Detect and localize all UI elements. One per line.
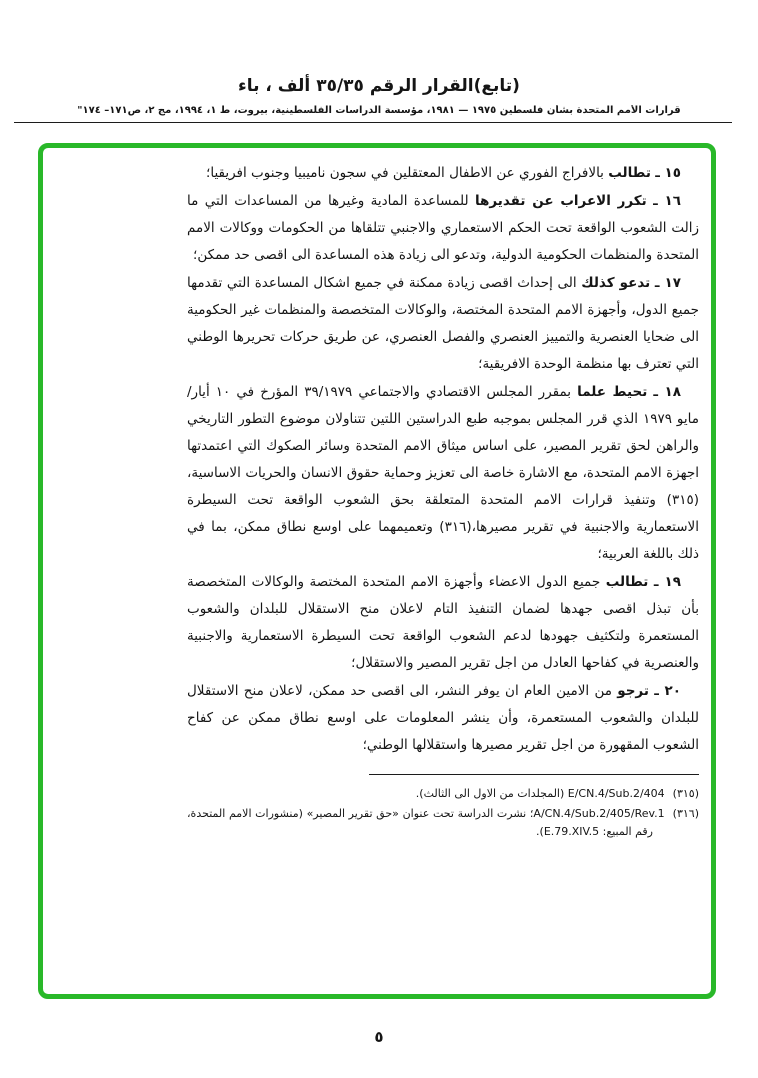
paragraph-text: الى إحداث اقصى زيادة ممكنة في جميع اشكال المساعدة التي تقدمها جميع الدول، وأجهزة الامم المتحدة المختصة، والوكالات المتخصصة والمنظمات غير الحكومية الى ضحايا العنصرية والتمييز العنصري والفصل العنصري، عن طريق حركات تحريرها الوطني التي تعترف بها منظمة الوحدة الافريقية؛ xyxy=(187,275,699,372)
footnote-separator xyxy=(369,774,699,775)
footnotes-block xyxy=(187,785,699,841)
paragraph-lead: تحيط علما xyxy=(577,384,648,400)
paragraph-15 xyxy=(187,160,699,187)
content-frame xyxy=(38,143,716,999)
paragraph-number: ٢٠ ـ xyxy=(654,683,681,699)
footnote-marker: (٣١٥) xyxy=(672,787,699,800)
footnote-316 xyxy=(187,805,699,841)
paragraph-lead: تطالب xyxy=(605,574,649,590)
paragraph-lead: تكرر الاعراب عن تقديرها xyxy=(474,193,647,209)
header-rule xyxy=(14,122,732,123)
page-title: (تابع)القرار الرقم ٣٥/٣٥ ألف ، باء xyxy=(238,76,520,96)
paragraph-number: ١٧ ـ xyxy=(654,275,682,291)
paragraph-number: ١٩ ـ xyxy=(653,574,681,590)
paragraph-text: للمساعدة المادية وغيرها من المساعدات التي ما زالت الشعوب الواقعة تحت الحكم الاستعماري والاجنبي تتلقاها من الحكومات ووكالات الامم المتحدة والمنظمات الحكومية الدولية، وتدعو الى زيادة هذه المساعدة الى اقصى حد ممكن؛ xyxy=(187,193,699,263)
footnote-text: A/CN.4/Sub.2/405/Rev.1؛ نشرت الدراسة تحت عنوان «حق تقرير المصير» (منشورات الامم المتحدة، رقم المبيع: E.79.XIV.5). xyxy=(187,807,665,838)
footnote-315 xyxy=(187,785,699,803)
paragraph-18 xyxy=(187,379,699,568)
paragraph-19 xyxy=(187,569,699,677)
paragraph-text: بالافراج الفوري عن الاطفال المعتقلين في سجون ناميبيا وجنوب افريقيا؛ xyxy=(206,165,604,181)
footnote-text: E/CN.4/Sub.2/404 (المجلدات من الاول الى الثالث). xyxy=(415,787,665,800)
paragraph-number: ١٨ ـ xyxy=(653,384,681,400)
paragraph-text: جميع الدول الاعضاء وأجهزة الامم المتحدة المختصة والوكالات المتخصصة بأن تبذل اقصى جهدها لضمان التنفيذ التام لاعلان منح الاستقلال للبلدان والشعوب المستعمرة ولتكثيف جهودها لدعم الشعوب الواقعة تحت السيطرة الاستعمارية والاجنبية والعنصرية في كفاحها العادل من اجل تقرير المصير والاستقلال؛ xyxy=(187,574,699,671)
paragraph-text: بمقرر المجلس الاقتصادي والاجتماعي ٣٩/١٩٧٩ المؤرخ في ١٠ أيار/مايو ١٩٧٩ الذي قرر المجلس بموجبه طبع الدراستين اللتين تتناولان موضوع التطور التاريخي والراهن لحق تقرير المصير، على اساس ميثاق الامم المتحدة وسائر الصكوك التي اعتمدتها اجهزة الامم المتحدة، مع الاشارة خاصة الى تعزيز وحماية حقوق الانسان والحريات الاساسية،(٣١٥) وتنفيذ قرارات الامم المتحدة المتعلقة بحق الشعوب الواقعة تحت السيطرة الاستعمارية والاجنبية في تقرير مصيرها،(٣١٦) وتعميمهما على اوسع نطاق ممكن، بما في ذلك باللغة العربية؛ xyxy=(187,384,700,562)
citation-line: قرارات الأمم المتحدة بشأن فلسطين ١٩٧٥ — ١٩٨١، مؤسسة الدراسات الفلسطينية، بيروت، ط ١، ١٩٩٤، مج ٢، ص١٧١– ١٧٤" xyxy=(77,105,681,116)
paragraph-16 xyxy=(187,188,699,269)
paragraph-lead: تطالب xyxy=(608,165,651,181)
paragraph-number: ١٦ ـ xyxy=(653,193,681,209)
page-number: ٥ xyxy=(374,1028,384,1046)
paragraph-text: من الامين العام ان يوفر النشر، الى اقصى حد ممكن، لاعلان منح الاستقلال للبلدان والشعوب المستعمرة، وأن ينشر المعلومات على اوسع نطاق ممكن عن كفاح الشعوب المقهورة من اجل تقرير مصيرها واستقلالها الوطني؛ xyxy=(187,683,699,753)
paragraph-lead: ترجو xyxy=(617,683,649,699)
paragraph-lead: تدعو كذلك xyxy=(581,275,651,291)
paragraph-17 xyxy=(187,270,699,378)
paragraph-number: ١٥ ـ xyxy=(655,165,681,181)
body-text-column xyxy=(187,160,699,843)
page-header xyxy=(0,76,758,123)
paragraph-20 xyxy=(187,678,699,759)
footnote-marker: (٣١٦) xyxy=(672,807,699,820)
